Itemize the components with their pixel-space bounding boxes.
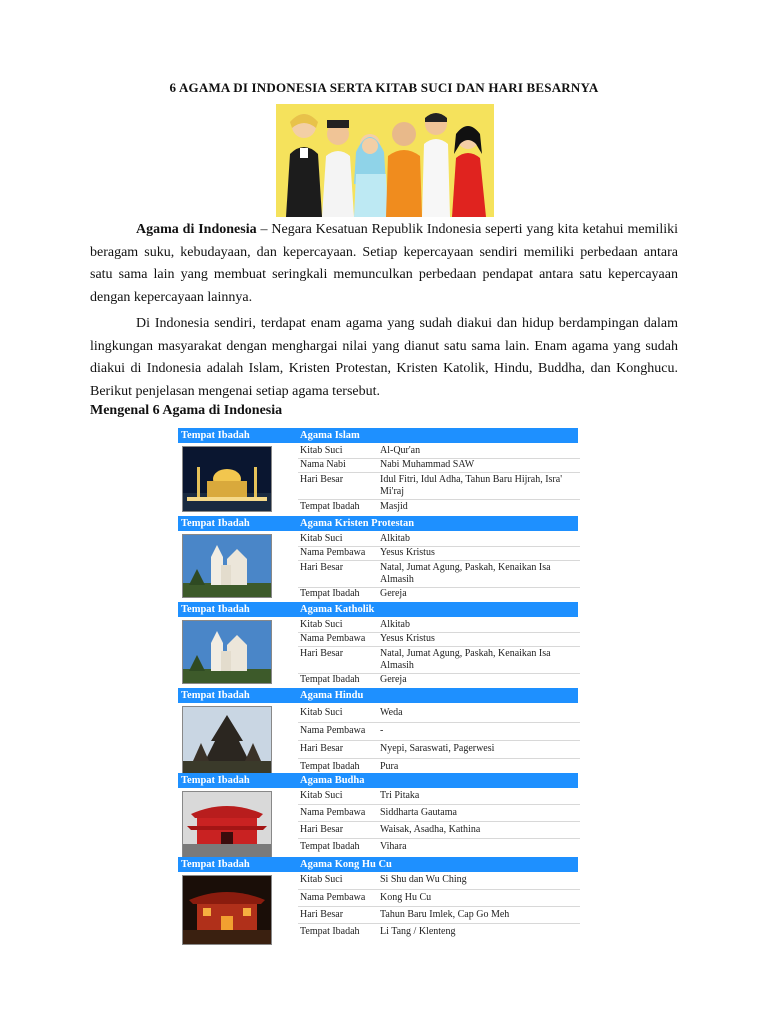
header-left: Tempat Ibadah [181, 690, 250, 701]
block-body: Kitab Suci Alkitab Nama Pembawa Yesus Kristus Hari Besar Natal, Jumat Agung, Paskah, Kenaikan Isa Almasih Tempat Ibadah Gereja [178, 531, 578, 601]
mosque-photo [182, 446, 272, 512]
block-header [178, 857, 578, 872]
intro-paragraph [90, 219, 678, 309]
religion-block-kong-hu-cu [178, 857, 578, 952]
people-figures [276, 104, 494, 217]
header-right: Agama Hindu [300, 690, 364, 701]
section-subheading: Mengenal 6 Agama di Indonesia [90, 403, 283, 418]
header-right: Agama Budha [300, 775, 365, 786]
header-left: Tempat Ibadah [181, 775, 250, 786]
block-header [178, 773, 578, 788]
block-header [178, 602, 578, 617]
header-right: Agama Katholik [300, 604, 375, 615]
header-right: Agama Islam [300, 430, 360, 441]
block-header [178, 516, 578, 531]
second-paragraph-text: Di Indonesia sendiri, terdapat enam agama yang sudah diakui dan hidup berdampingan dalam lingkungan masyarakat dengan menghargai nilai yang dianut satu sama lain. Enam agama yang sudah diakui di Indonesia adalah Islam, Kristen Protestan, Kristen Katolik, Hindu, Buddha, dan Konghucu. Berikut penjelasan mengenai setiap agama tersebut. [90, 316, 678, 399]
vihara-photo [182, 791, 272, 859]
header-right: Agama Kristen Protestan [300, 518, 415, 529]
temple-photo [182, 706, 272, 778]
header-left: Tempat Ibadah [181, 604, 250, 615]
header-left: Tempat Ibadah [181, 859, 250, 870]
religion-block-islam [178, 428, 578, 515]
church-photo [182, 534, 272, 598]
block-body: Kitab Suci Tri Pitaka Nama Pembawa Siddharta Gautama Hari Besar Waisak, Asadha, Kathina Tempat Ibadah Vihara [178, 788, 578, 866]
header-right: Agama Kong Hu Cu [300, 859, 392, 870]
klenteng-photo [182, 875, 272, 945]
church-photo [182, 620, 272, 684]
second-paragraph [90, 313, 678, 403]
religions-people-illustration [276, 104, 494, 217]
header-left: Tempat Ibadah [181, 518, 250, 529]
block-header [178, 688, 578, 703]
religion-block-protestan [178, 516, 578, 601]
block-header [178, 428, 578, 443]
page-title: 6 AGAMA DI INDONESIA SERTA KITAB SUCI DAN HARI BESARNYA [169, 80, 599, 95]
religion-block-katholik [178, 602, 578, 687]
intro-text: – Negara Kesatuan Republik Indonesia seperti yang kita ketahui memiliki beragam suku, kebudayaan, dan kepercayaan. Setiap kepercayaan sendiri memiliki perbedaan antara satu sama lain yang membuat seringkali memunculkan perbedaan pendapat antara satu kepercayaan dengan kepercayaan lainnya. [90, 222, 679, 305]
block-body: Kitab Suci Weda Nama Pembawa - Hari Besar Nyepi, Saraswati, Pagerwesi Tempat Ibadah Pura [178, 703, 578, 783]
intro-bold-lead: Agama di Indonesia [136, 222, 257, 237]
religion-block-budha [178, 773, 578, 866]
block-body: Kitab Suci Al-Qur'an Nama Nabi Nabi Muhammad SAW Hari Besar Idul Fitri, Idul Adha, Tahun Baru Hijrah, Isra' Mi'raj Tempat Ibadah Masjid [178, 443, 578, 515]
religion-block-hindu [178, 688, 578, 783]
block-body: Kitab Suci Alkitab Nama Pembawa Yesus Kristus Hari Besar Natal, Jumat Agung, Paskah, Kenaikan Isa Almasih Tempat Ibadah Gereja [178, 617, 578, 687]
block-body: Kitab Suci Si Shu dan Wu Ching Nama Pembawa Kong Hu Cu Hari Besar Tahun Baru Imlek, Cap Go Meh Tempat Ibadah Li Tang / Klenteng [178, 872, 578, 952]
header-left: Tempat Ibadah [181, 430, 250, 441]
